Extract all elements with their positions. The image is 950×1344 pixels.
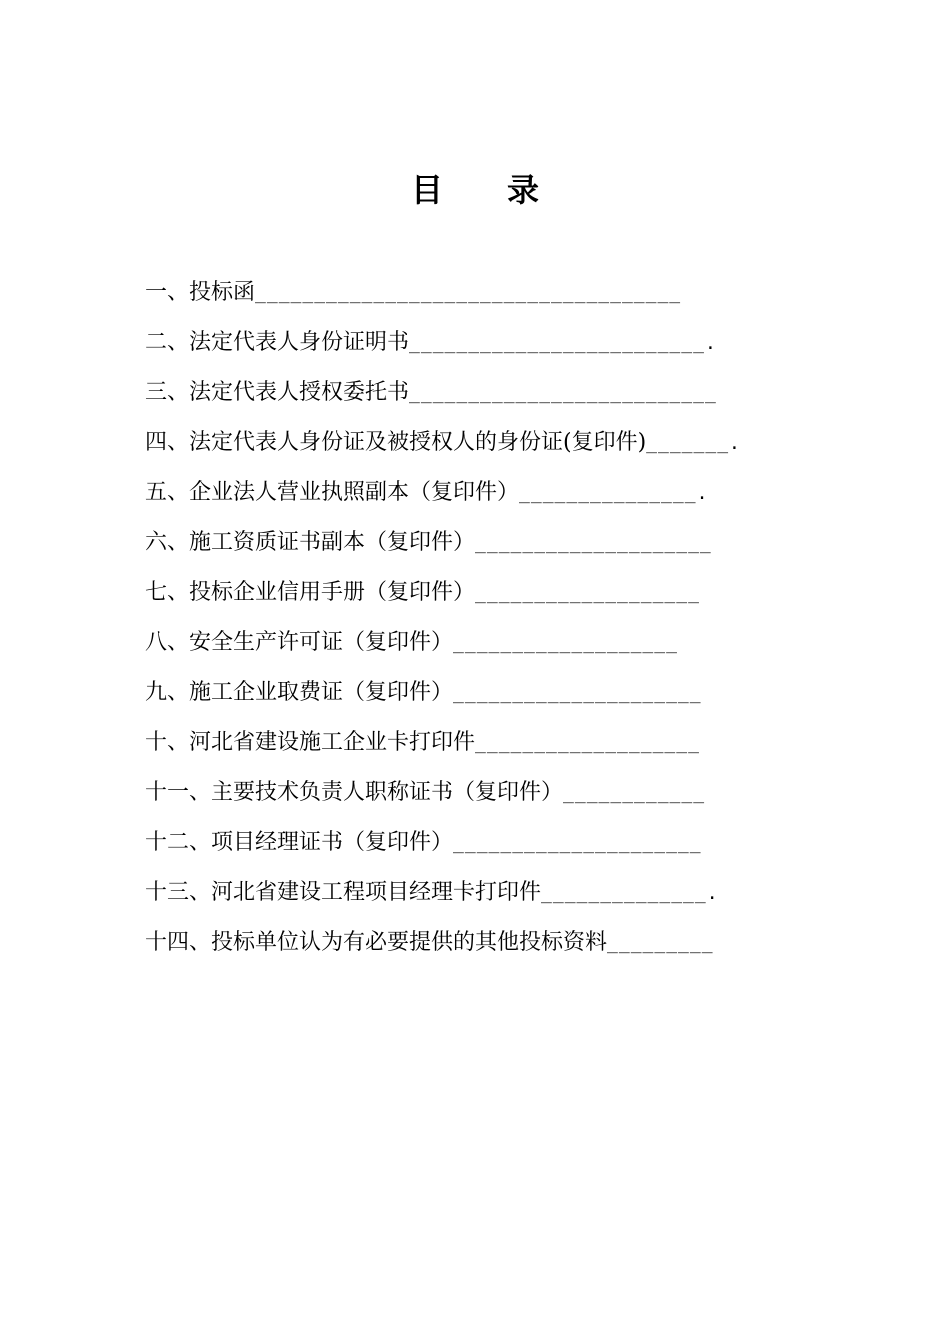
toc-entry-label: 十、河北省建设施工企业卡打印件	[145, 730, 476, 755]
toc-entry-leader: ___________________	[475, 733, 700, 754]
toc-entry	[145, 418, 845, 468]
toc-entry	[145, 768, 845, 818]
toc-entry-leader: _________________________.	[409, 333, 717, 354]
toc-entry-label: 二、法定代表人身份证明书	[145, 330, 410, 355]
toc-entry-leader: ______________.	[541, 883, 719, 904]
toc-entry-label: 九、施工企业取费证（复印件）	[145, 680, 454, 705]
table-of-contents	[145, 268, 845, 968]
toc-entry-label: 十二、项目经理证书（复印件）	[145, 830, 454, 855]
toc-entry-label: 七、投标企业信用手册（复印件）	[145, 580, 476, 605]
toc-entry-label: 十四、投标单位认为有必要提供的其他投标资料	[145, 930, 608, 955]
toc-entry-leader: _______.	[646, 433, 741, 454]
toc-entry-leader: ___________________	[453, 633, 678, 654]
toc-entry-label: 三、法定代表人授权委托书	[145, 380, 410, 405]
toc-entry	[145, 468, 845, 518]
toc-entry	[145, 568, 845, 618]
toc-entry-leader: ____________	[563, 783, 706, 804]
toc-entry-leader: _______________.	[519, 483, 709, 504]
toc-entry-label: 四、法定代表人身份证及被授权人的身份证(复印件)	[145, 430, 647, 455]
toc-entry	[145, 818, 845, 868]
toc-entry	[145, 518, 845, 568]
toc-entry-leader: ____________________	[475, 533, 712, 554]
toc-entry-label: 一、投标函	[145, 280, 256, 305]
toc-entry-leader: ____________________________________	[255, 283, 682, 304]
toc-entry-leader: _____________________	[453, 683, 702, 704]
toc-entry-label: 十三、河北省建设工程项目经理卡打印件	[145, 880, 542, 905]
toc-entry-label: 八、安全生产许可证（复印件）	[145, 630, 454, 655]
toc-entry	[145, 368, 845, 418]
toc-entry	[145, 318, 845, 368]
toc-entry-label: 十一、主要技术负责人职称证书（复印件）	[145, 780, 564, 805]
toc-entry	[145, 918, 845, 968]
toc-entry	[145, 868, 845, 918]
toc-entry	[145, 718, 845, 768]
toc-entry-leader: ___________________	[475, 583, 700, 604]
toc-entry-label: 五、企业法人营业执照副本（复印件）	[145, 480, 520, 505]
toc-entry-label: 六、施工资质证书副本（复印件）	[145, 530, 476, 555]
toc-entry-leader: _________	[607, 933, 714, 954]
toc-entry	[145, 268, 845, 318]
toc-entry	[145, 618, 845, 668]
toc-entry-leader: __________________________	[409, 383, 717, 404]
toc-entry-leader: _____________________	[453, 833, 702, 854]
toc-entry	[145, 668, 845, 718]
page-title: 目 录	[410, 171, 539, 209]
